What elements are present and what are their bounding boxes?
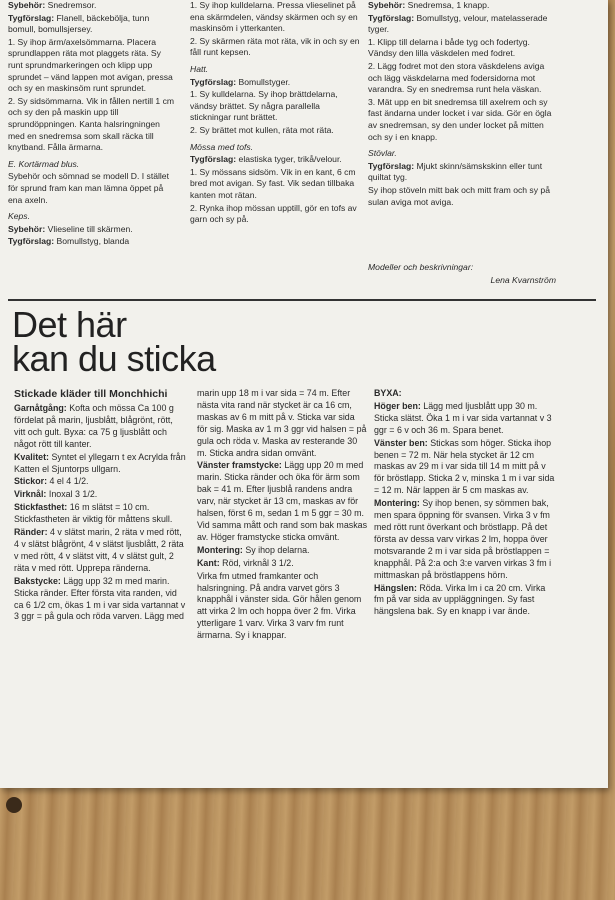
paragraph <box>14 403 186 451</box>
paragraph <box>368 161 556 184</box>
paragraph <box>14 452 186 476</box>
section-heading <box>8 211 178 223</box>
paragraph <box>190 203 360 226</box>
paragraph-text: Sybehör och sömnad se modell D. I stället för sprund fram kan man lämna öppet på ena axeln. <box>8 171 169 205</box>
field-label: Vänster ben: <box>374 437 428 448</box>
field-label: Kant: <box>197 557 220 568</box>
paragraph-text: Virka fm utmed framkanter och halsringning. På andra varvet görs 3 knapphål i vänster sida. Gör hålen genom att virka 2 lm och hoppa över 2 fm. Virka ytterligare 1 varv. Virka 3 varv fm runt ärmarna. Sy i knappar. <box>197 570 362 641</box>
paragraph <box>197 388 367 459</box>
author-name: Lena Kvarnström <box>490 274 556 285</box>
paragraph-text: Syntet el yllegarn t ex Acrylda från Katten el Sjuntorps ullgarn. <box>14 451 186 474</box>
paragraph <box>374 498 557 581</box>
paragraph <box>197 571 367 642</box>
top-column-1 <box>8 0 178 249</box>
field-label: Montering: <box>374 498 420 509</box>
paragraph-text: Sy ihop benen, sy sömmen bak, men spara öppning för svansen. Virka 3 v fm med rött runt överkant och bröstlapp. På det första av dessa varv virkas 2 lm, hoppa över motsvarande 2 m i var sida på bröstlappen = knapphål. På 2:a och 3:e varven virkas 3 fm i mittmaskan på bröstlappens hörn. <box>374 498 552 580</box>
paragraph-text: Lägg upp 20 m med marin. Sticka ränder och öka för ärm som bak = 41 m. Efter ljusblå randens andra varv, när stycket är 13 cm, maskas av för halsen, först 6 m, sedan 1 m 5 ggr = 30 m. Vid samma mått och rand som bak maskas av. Höger framstycke sticka omvänt. <box>197 460 368 542</box>
section-heading-text: Stövlar. <box>368 148 397 159</box>
paragraph <box>8 236 178 248</box>
paragraph <box>190 0 360 35</box>
field-label: Sybehör: <box>368 0 406 10</box>
field-label: Kvalitet: <box>14 451 50 462</box>
section-heading <box>190 64 360 76</box>
paragraph <box>368 0 556 12</box>
field-label: Höger ben: <box>374 400 421 411</box>
paragraph-text: Snedremsor. <box>45 0 97 10</box>
credit-line: Modeller och beskrivningar: <box>368 262 474 272</box>
section-heading-text: Mössa med tofs. <box>190 141 254 152</box>
paragraph <box>190 154 360 166</box>
paragraph <box>190 167 360 202</box>
article-title <box>12 304 342 379</box>
paragraph <box>8 13 178 36</box>
paragraph-text: 1. Klipp till delarna i både tyg och fodertyg. Vändsy den lilla väskdelen med fodret. <box>368 36 530 59</box>
paragraph-text: 2. Rynka ihop mössan upptill, gör en tofs av garn och sy på. <box>190 202 357 225</box>
field-label: Vänster framstycke: <box>197 460 282 471</box>
field-label: Bakstycke: <box>14 575 61 586</box>
paragraph-text: Bomullstyg, blanda <box>54 236 130 247</box>
paragraph <box>190 36 360 59</box>
paragraph-text: Kofta och mössa Ca 100 g fördelat på marin, ljusblått, blågrönt, rött, vitt och gult. Byxa: ca 75 g ljusblått och något rött till kanter. <box>14 403 174 449</box>
paragraph <box>368 61 556 96</box>
paragraph-text: Vlieseline till skärmen. <box>45 223 133 234</box>
paragraph <box>190 77 360 89</box>
paragraph <box>368 13 556 36</box>
paragraph-text: Stickas som höger. Sticka ihop benen = 72 m. När hela stycket är 12 cm maskas av 29 m i var sida till 14 m mitt på v för bröstlapp. Sticka 2 v, minska 1 m i var sida = 12 m. När lappen är 5 cm maskas av. <box>374 437 555 496</box>
title-line-1: Det här <box>12 304 127 345</box>
paragraph-text: 2. Sy sidsömmarna. Vik in fållen nertill 1 cm och sy den på maskin upp till sprundöppningen. Kanta halsringningen med en snedremsa som skall räcka till knytband. Fålla ärmarna. <box>8 95 175 153</box>
field-label: Tygförslag: <box>8 12 55 23</box>
paragraph <box>14 502 186 526</box>
paragraph <box>14 476 186 488</box>
field-label: Stickor: <box>14 476 48 487</box>
paragraph-text: Sy ihop delarna. <box>242 544 310 555</box>
field-label: Stickfasthet: <box>14 502 68 513</box>
field-label: Sybehör: <box>8 223 46 234</box>
paragraph <box>374 401 557 437</box>
section-heading <box>8 159 178 171</box>
paragraph <box>197 460 367 543</box>
field-label: Garnåtgång: <box>14 403 67 413</box>
binder-hole <box>6 797 22 813</box>
paragraph-text: elastiska tyger, trikå/velour. <box>236 154 342 165</box>
section-heading <box>368 148 556 160</box>
paragraph <box>8 37 178 95</box>
field-label: Hängslen: <box>374 582 417 593</box>
section-heading-text: Hatt. <box>190 63 209 74</box>
article-subheading: Stickade kläder till Monchhichi <box>14 388 168 400</box>
paragraph-text: Sy ihop stöveln mitt bak och mitt fram och sy på sulan aviga mot aviga. <box>368 184 550 207</box>
bottom-column-1-body <box>14 403 186 623</box>
section-heading-text: E. Kortärmad blus. <box>8 158 80 169</box>
field-label: Tygförslag: <box>190 76 237 87</box>
paragraph <box>8 171 178 206</box>
paragraph-text: Röd, virknål 3 1/2. <box>219 557 294 568</box>
paragraph <box>368 97 556 143</box>
paragraph-text: Inoxal 3 1/2. <box>46 489 98 500</box>
field-label: Montering: <box>197 544 243 555</box>
paragraph-text: Bomullstyger. <box>236 76 291 87</box>
paragraph-text: Röda. Virka lm i ca 20 cm. Virka fm på var sida av uppläggningen. Sy fast hängslena bak. Sy en knapp i var ände. <box>374 582 546 617</box>
bottom-column-2 <box>197 388 367 643</box>
paragraph-text: 3. Mät upp en bit snedremsa till axelrem och sy fast ändarna under locket i var sida. Gör en ögla av snedremsan, sy den under locket på mitten och sy i en knapp. <box>368 96 552 142</box>
paragraph <box>190 125 360 137</box>
field-label: Tygförslag: <box>8 236 55 247</box>
field-label: Tygförslag: <box>368 12 415 23</box>
field-label: Ränder: <box>14 527 48 538</box>
field-label: Virknål: <box>14 489 47 500</box>
field-label: Tygförslag: <box>190 154 237 165</box>
paragraph-text: 1. Sy kulldelarna. Sy ihop brättdelarna, vändsy brättet. Sy några parallella stickningar runt brättet. <box>190 89 338 123</box>
section-heading <box>190 142 360 154</box>
paragraph <box>8 96 178 154</box>
paragraph <box>8 224 178 236</box>
paragraph <box>14 576 186 624</box>
paragraph-text: Lägg upp 32 m med marin. Sticka ränder. Efter första vita randen, vid ca 6 1/2 cm, ökas 1 m i var sida vartannat v 3 ggr = på gula och röda varven. Lägg med <box>14 575 186 622</box>
paragraph-text: 1. Sy ihop kulldelarna. Pressa vlieselinet på ena skärmdelen, vändsy skärmen och sy en maskinsöm i ytterkanten. <box>190 0 358 34</box>
section-heading-text: Keps. <box>8 211 30 222</box>
paragraph-text: Mjukt skinn/sämskskinn eller tunt quiltat tyg. <box>368 160 543 183</box>
top-column-3 <box>368 0 556 209</box>
paragraph-text: 4 el 4 1/2. <box>47 476 89 487</box>
paragraph-text: 4 v slätst marin, 2 räta v med rött, 4 v slätst blågrönt, 4 v slätst ljusblått, 2 räta v med rött, 4 v slätst vitt, 4 v slätst gult, 2 räta v med rött. Upprepa ränderna. <box>14 527 184 573</box>
paragraph-text: 2. Sy brättet mot kullen, räta mot räta. <box>190 124 334 135</box>
section-divider <box>8 299 596 301</box>
paragraph-text: Lägg med ljusblått upp 30 m. Sticka slätst. Öka 1 m i var sida vartannat v 3 ggr = 6 v och 36 m. Spara benet. <box>374 400 552 435</box>
paragraph-text: 16 m slätst = 10 cm. Stickfastheten är viktig för måttens skull. <box>14 502 173 525</box>
paragraph <box>197 545 367 557</box>
bottom-column-3 <box>374 388 557 619</box>
field-label: Sybehör: <box>8 0 46 10</box>
paragraph <box>368 37 556 60</box>
section-heading <box>374 388 557 400</box>
field-label: Tygförslag: <box>368 160 415 171</box>
paragraph <box>374 438 557 498</box>
paragraph <box>197 558 367 570</box>
paragraph <box>14 527 186 575</box>
paragraph-text: 1. Sy ihop ärm/axelsömmarna. Placera sprundlappen räta mot plaggets räta. Sy runt sprundmarkeringen och klipp upp sprundet – vänd lappen mot avigan, pressa och sy en maskinsöm runt sprundet. <box>8 36 173 94</box>
top-column-2 <box>190 0 360 227</box>
paragraph-text: Snedremsa, 1 knapp. <box>405 0 490 10</box>
paragraph <box>374 583 557 619</box>
paragraph-text: Flanell, bäckebölja, tunn bomull, bomullsjersey. <box>8 12 150 35</box>
bottom-column-1 <box>14 388 186 624</box>
paragraph-text: 2. Sy skärmen räta mot räta, vik in och sy en fåll runt kepsen. <box>190 35 360 58</box>
section-heading-text: BYXA: <box>374 388 402 398</box>
paragraph-text: marin upp 18 m i var sida = 74 m. Efter nästa vita rand när stycket är ca 16 cm, maskas av 6 m mitt på v. Sticka var sida för sig. Maska av 1 m 3 ggr vid halsen = på gula och röda v. Maska av resterande 30 m. Sticka andra sidan omvänt. <box>197 388 367 458</box>
paragraph <box>14 489 186 501</box>
paragraph-text: 2. Lägg fodret mot den stora väskdelens avigа och lägg väskdelarna med fodersidorna mot varandra. Sy en snedremsa runt hela väskan. <box>368 60 545 95</box>
paragraph <box>8 0 178 12</box>
paragraph <box>190 89 360 124</box>
credit-block <box>368 262 556 287</box>
paragraph-text: 1. Sy mössans sidsöm. Vik in en kant, 6 cm bred mot avigan. Sy fast. Vik sedan tillbaka kanten mot rätan. <box>190 166 356 200</box>
paragraph <box>368 185 556 208</box>
title-line-2: kan du sticka <box>12 338 216 379</box>
paragraph-text: Bomullstyg, velour, matelasserade tyger. <box>368 12 548 35</box>
